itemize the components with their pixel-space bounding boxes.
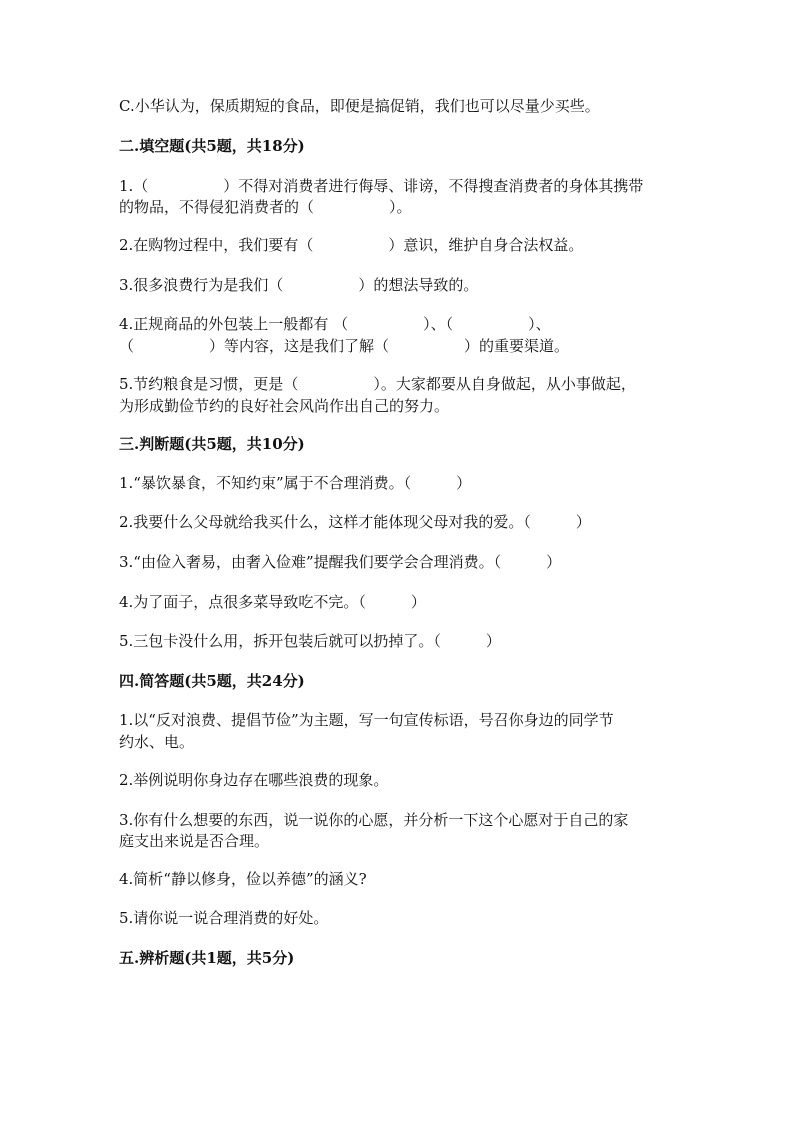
short-question-2: 2.举例说明你身边存在哪些浪费的现象。 bbox=[119, 771, 389, 789]
fill-question-5-line-2: 为形成勤俭节约的良好社会风尚作出自己的努力。 bbox=[119, 397, 450, 415]
short-question-3-line-1: 3.你有什么想要的东西，说一说你的心愿，并分析一下这个心愿对于自己的家 bbox=[119, 811, 629, 829]
short-question-3-line-2: 庭支出来说是否合理。 bbox=[119, 832, 270, 850]
fill-question-4-line-2: （ ）等内容，这是我们了解（ ）的重要渠道。 bbox=[119, 337, 570, 355]
section-2-heading: 二.填空题(共5题，共18分) bbox=[119, 137, 305, 155]
fill-question-4-line-1: 4.正规商品的外包装上一般都有 （ ）、（ ）、 bbox=[119, 315, 551, 333]
judge-question-3: 3.“由俭入奢易，由奢入俭难”提醒我们要学会合理消费。（ ） bbox=[119, 553, 562, 571]
fill-question-5-line-1: 5.节约粮食是习惯，更是（ ）。大家都要从自身做起，从小事做起， bbox=[119, 375, 636, 393]
fill-question-1-line-1: 1.（ ）不得对消费者进行侮辱、诽谤，不得搜查消费者的身体其携带 bbox=[119, 177, 644, 195]
short-question-1-line-2: 约水、电。 bbox=[119, 733, 195, 751]
judge-question-4: 4.为了面子，点很多菜导致吃不完。（ ） bbox=[119, 593, 426, 611]
short-question-1-line-1: 1.以“反对浪费、提倡节俭”为主题，写一句宣传标语，号召你身边的同学节 bbox=[119, 711, 614, 729]
short-question-5: 5.请你说一说合理消费的好处。 bbox=[119, 909, 329, 927]
section-5-heading: 五.辨析题(共1题，共5分) bbox=[119, 949, 295, 967]
fill-question-1-line-2: 的物品，不得侵犯消费者的（ ）。 bbox=[119, 198, 412, 216]
fill-question-2: 2.在购物过程中，我们要有（ ）意识，维护自身合法权益。 bbox=[119, 236, 584, 254]
short-question-4: 4.简析“静以修身，俭以养德”的涵义? bbox=[119, 870, 367, 888]
fill-question-3: 3.很多浪费行为是我们（ ）的想法导致的。 bbox=[119, 276, 479, 294]
judge-question-5: 5.三包卡没什么用，拆开包装后就可以扔掉了。（ ） bbox=[119, 632, 501, 650]
judge-question-2: 2.我要什么父母就给我买什么，这样才能体现父母对我的爱。（ ） bbox=[119, 513, 591, 531]
judge-question-1: 1.“暴饮暴食，不知约束”属于不合理消费。（ ） bbox=[119, 474, 472, 492]
option-c: C.小华认为，保质期短的食品，即便是搞促销，我们也可以尽量少买些。 bbox=[119, 97, 600, 115]
section-4-heading: 四.简答题(共5题，共24分) bbox=[119, 672, 305, 690]
section-3-heading: 三.判断题(共5题，共10分) bbox=[119, 435, 305, 453]
